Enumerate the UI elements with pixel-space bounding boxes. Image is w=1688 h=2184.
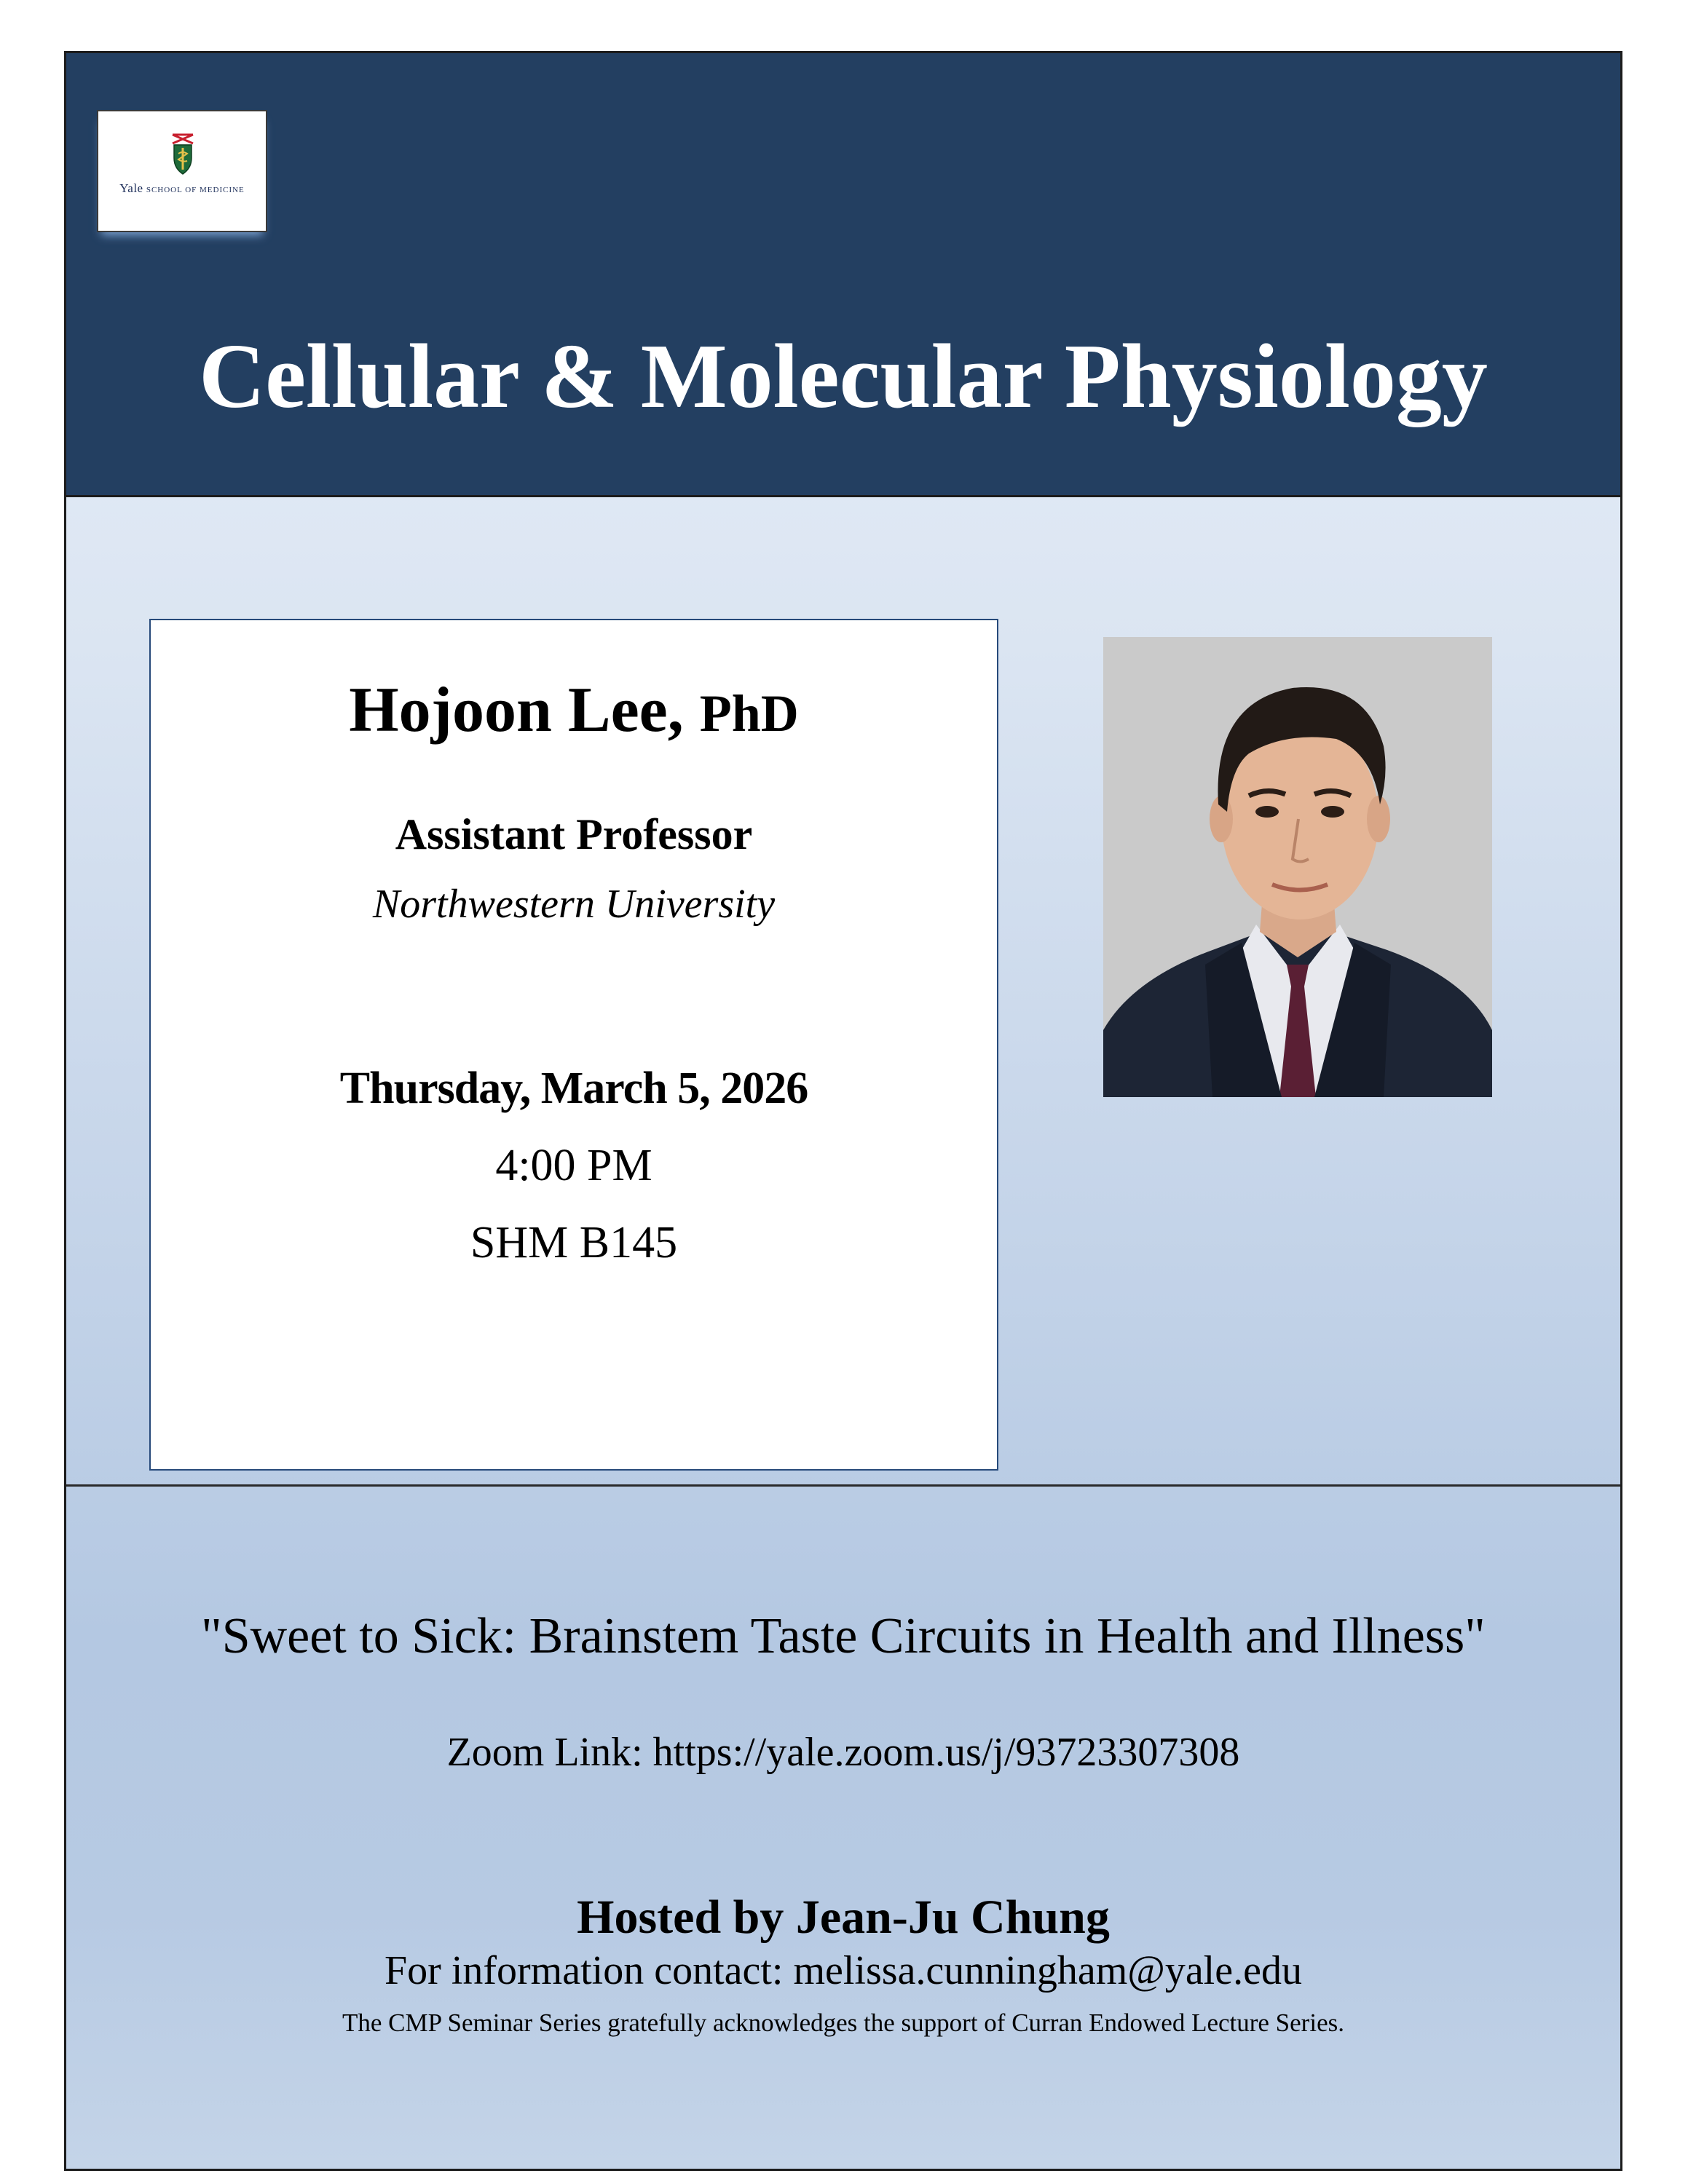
talk-title: "Sweet to Sick: Brainstem Taste Circuits in Health and Illness": [201, 1608, 1486, 1664]
speaker-institution: Northwestern University: [372, 882, 776, 927]
acknowledgement-line: The CMP Seminar Series gratefully acknowledges the support of Curran Endowed Lecture Series.: [342, 2009, 1344, 2037]
logo-unit: SCHOOL OF MEDICINE: [146, 186, 245, 194]
event-room: SHM B145: [470, 1218, 678, 1267]
department-title: Cellular & Molecular Physiology: [199, 326, 1488, 427]
yale-shield-icon: [168, 133, 197, 177]
flyer-frame: [64, 51, 1622, 2171]
speaker-position: Assistant Professor: [395, 810, 753, 858]
logo-brand: Yale: [119, 181, 143, 195]
header-banner: [66, 53, 1620, 497]
speaker-name: Hojoon Lee,: [349, 675, 684, 745]
host-line: Hosted by Jean-Ju Chung: [577, 1891, 1110, 1944]
event-time: 4:00 PM: [495, 1141, 652, 1190]
section-divider: [66, 1484, 1620, 1487]
event-date: Thursday, March 5, 2026: [339, 1064, 808, 1113]
speaker-photo: [1103, 637, 1492, 1097]
speaker-name-line: [151, 675, 997, 745]
logo-wordmark: [98, 181, 266, 196]
contact-line[interactable]: For information contact: melissa.cunningham@yale.edu: [384, 1948, 1302, 1993]
speaker-portrait-icon: [1103, 637, 1492, 1097]
speaker-info-card: [149, 619, 998, 1471]
zoom-link[interactable]: Zoom Link: https://yale.zoom.us/j/93723307308: [446, 1730, 1240, 1775]
yale-school-of-medicine-logo: [97, 110, 267, 232]
speaker-degree: PhD: [699, 684, 799, 743]
